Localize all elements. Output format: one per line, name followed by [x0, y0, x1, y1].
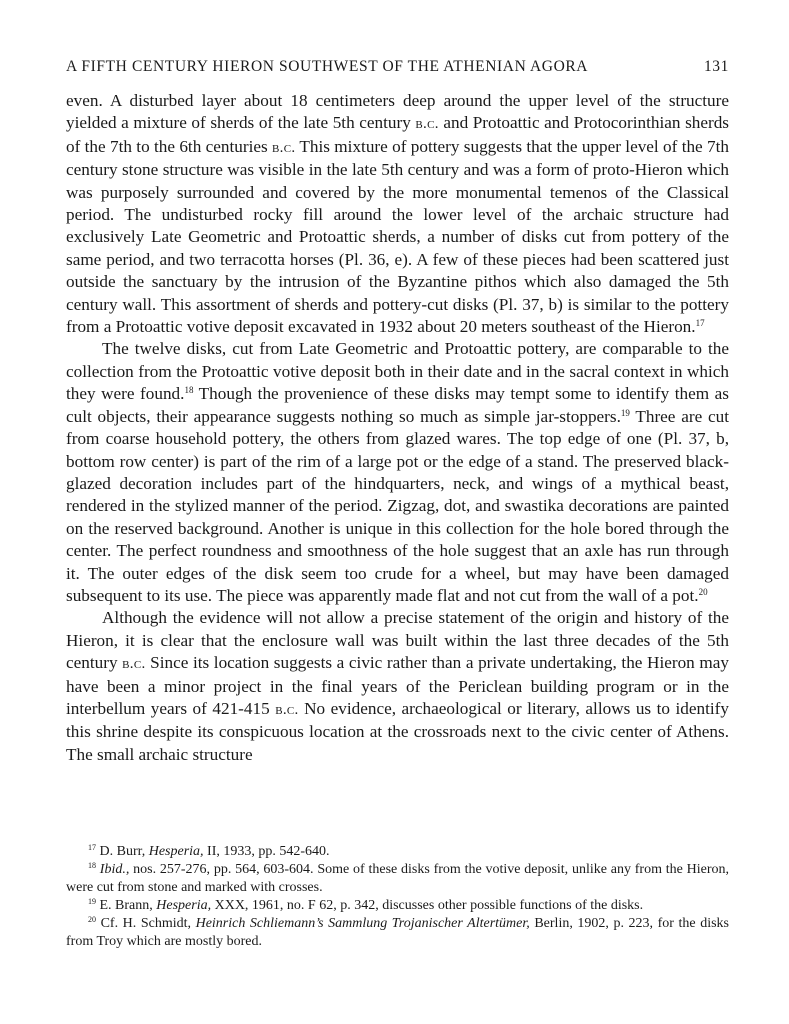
paragraph-3: [66, 607, 729, 766]
paragraph-2: [66, 338, 729, 607]
running-title: A FIFTH CENTURY HIERON SOUTHWEST OF THE ATHENIAN AGORA: [66, 58, 589, 75]
text-run: Three are cut from coarse household pottery, the others from glazed wares. The top edge of one (Pl. 37, b, bottom row center) is part of the rim of a large pot or the edge of a stand. The preserved black-glazed decoration includes part of the hindquarters, neck, and wings of a mythical beast, rendered in the stylized manner of the period. Zigzag, dot, and swastika decorations are painted on the reserved background. Another is unique in this collection for the hole bored through the center. The perfect roundness and smoothness of the hole suggest that an axle has run through it. The outer edges of the disk seem too crude for a wheel, but may have been damaged subsequent to its use. The piece was apparently made flat and not cut from the wall of a pot.: [66, 406, 729, 605]
text-run: D. Burr,: [96, 844, 149, 859]
text-run: The twelve disks, cut from Late Geometric and Protoattic pottery, are comparable to the collection from the Protoattic votive deposit both in their date and in the sacral context in which they were found.: [66, 339, 729, 404]
footnote-20: [66, 915, 729, 951]
footnotes: [66, 843, 729, 951]
text-run: II, 1933, pp. 542-640.: [203, 844, 330, 859]
era-abbrev: b.c.: [415, 116, 439, 133]
footnote-number: 18: [88, 861, 96, 870]
text-run: Although the evidence will not allow a precise statement of the origin and history of the Hieron, it is clear that the enclosure wall was built within the last three decades of the 5th century: [66, 608, 729, 673]
footnote-number: 20: [88, 915, 96, 924]
footnote-ref-20[interactable]: 20: [698, 586, 708, 597]
text-run: This mixture of pottery suggests that the upper level of the 7th century stone structure was visible in the late 5th century and was a form of proto-Hieron which was purposely surrounded and covered by the more monumental temenos of the Classical period. The undisturbed rocky fill around the lower level of the archaic structure had exclusively Late Geometric and Protoattic sherds, a number of disks cut from pottery of the same period, and two terracotta horses (Pl. 36, e). A few of these pieces had been scattered just outside the sanctuary by the intrusion of the Byzantine pithos which also damaged the 5th century wall. This assortment of sherds and pottery-cut disks (Pl. 37, b) is similar to the pottery from a Protoattic votive deposit excavated in 1932 about 20 meters southeast of the Hieron.: [66, 136, 729, 337]
era-abbrev: b.c.: [272, 139, 296, 156]
text-run: even. A disturbed layer about 18 centimeters deep around the upper level of the structure yielded a mixture of sherds of the late 5th century: [66, 91, 729, 133]
text-run: Since its location suggests a civic rather than a private undertaking, the Hieron may have been a minor project in the final years of the Periclean building program or in the interbellum years of 421-415: [66, 653, 729, 718]
paragraph-1: [66, 90, 729, 338]
text-run: Though the provenience of these disks may tempt some to identify them as cult objects, their appearance suggests nothing so much as simple jar-stoppers.: [66, 384, 729, 426]
book-title: Heinrich Schliemann’s Sammlung Trojanischer Altertümer,: [195, 916, 530, 931]
text-run: Berlin, 1902, p. 223, for the disks from Troy which are mostly bored.: [66, 916, 729, 949]
era-abbrev: b.c.: [275, 701, 299, 718]
text-run: XXX, 1961, no. F 62, p. 342, discusses other possible functions of the disks.: [211, 898, 644, 913]
footnote-18: [66, 861, 729, 897]
page-content: [66, 58, 729, 766]
running-header: [66, 58, 729, 76]
page-number: 131: [703, 58, 729, 75]
journal-title: Hesperia,: [148, 844, 204, 859]
footnote-19: [66, 897, 729, 915]
footnote-ref-18[interactable]: 18: [184, 385, 194, 396]
journal-title: Hesperia,: [156, 898, 212, 913]
body-text: [66, 90, 729, 766]
footnote-ref-19[interactable]: 19: [620, 407, 630, 418]
text-run: and Protoattic and Protocorinthian sherds of the 7th to the 6th centuries: [66, 113, 729, 156]
text-run: nos. 257-276, pp. 564, 603-604. Some of these disks from the votive deposit, unlike any from the Hieron, were cut from stone and marked with crosses.: [66, 862, 730, 895]
text-run: E. Brann,: [96, 898, 157, 913]
footnote-ref-17[interactable]: 17: [695, 318, 705, 329]
era-abbrev: b.c.: [122, 656, 146, 673]
text-run: No evidence, archaeological or literary, allows us to identify this shrine despite its conspicuous location at the crossroads next to the civic center of Athens. The small archaic structure: [66, 698, 729, 764]
footnote-17: [66, 843, 729, 861]
ibid-ref: Ibid.,: [99, 862, 130, 877]
footnote-number: 19: [88, 897, 96, 906]
footnote-number: 17: [88, 843, 96, 852]
text-run: Cf. H. Schmidt,: [96, 916, 196, 931]
